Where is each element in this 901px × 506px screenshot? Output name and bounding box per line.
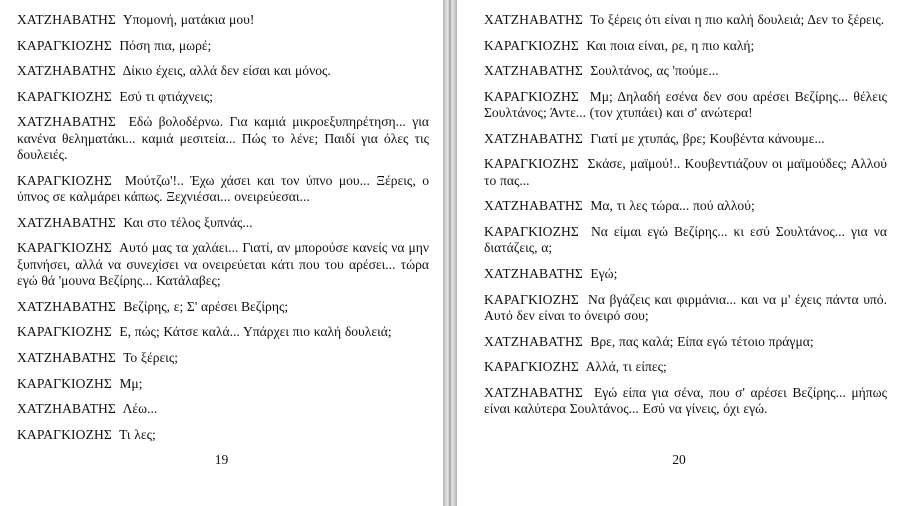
speaker-name: ΚΑΡΑΓΚΙΟΖΗΣ [17, 172, 112, 188]
dialogue-line [484, 224, 887, 257]
dialogue-line [484, 292, 887, 325]
dialogue-line [484, 198, 887, 214]
dialogue-line [17, 173, 429, 206]
dialogue-line [17, 376, 429, 392]
speaker-name: ΧΑΤΖΗΑΒΑΤΗΣ [17, 214, 116, 230]
speaker-name: ΚΑΡΑΓΚΙΟΖΗΣ [17, 88, 112, 104]
dialogue-line [17, 299, 429, 315]
speaker-name: ΚΑΡΑΓΚΙΟΖΗΣ [17, 324, 112, 340]
dialogue-line [484, 156, 887, 189]
dialogue-line [484, 131, 887, 147]
dialogue-line [484, 266, 887, 282]
speaker-name: ΧΑΤΖΗΑΒΑΤΗΣ [484, 198, 583, 214]
speech-text: Μούτζω'!.. Έχω χάσει και τον ύπνο μου... Ξέρεις, ο ύπνος σε καλμάρει κάπως. Ξεχνιέσαι... ονειρεύεσαι... [17, 172, 429, 205]
speech-text: Να είμαι εγώ Βεζίρης... κι εσύ Σουλτάνος... για να διατάζεις, α; [484, 223, 887, 256]
speech-text: Και στο τέλος ξυπνάς... [123, 214, 253, 230]
speaker-name: ΧΑΤΖΗΑΒΑΤΗΣ [17, 401, 116, 417]
speech-text: Εγώ είπα για σένα, που σ' αρέσει Βεζίρης... μήπως είναι καλύτερα Σουλτάνος... Εσύ να γίνεις, όχι εγώ. [484, 384, 887, 417]
speaker-name: ΚΑΡΑΓΚΙΟΖΗΣ [484, 156, 579, 172]
speaker-name: ΧΑΤΖΗΑΒΑΤΗΣ [484, 265, 583, 281]
speech-text: Και ποια είναι, ρε, η πιο καλή; [586, 37, 755, 53]
dialogue-list [17, 12, 429, 443]
speech-text: Να βγάζεις και φιρμάνια... και να μ' έχεις πάντα υπό. Αυτό δεν είναι το όνειρό σου; [484, 291, 887, 323]
dialogue-line [17, 12, 429, 28]
dialogue-line [484, 359, 887, 375]
speech-text: Αυτό μας τα χαλάει... Γιατί, αν μπορούσε κανείς να μην ξυπνήσει, αλλά να συνεχίσει να ονειρεύεται κάτι που του αρέσει... τώρα εγώ θά 'μουνα Βεζίρης... Κατάλαβες; [17, 240, 429, 289]
speech-text: Δίκιο έχεις, αλλά δεν είσαι και μόνος. [122, 63, 331, 79]
dialogue-line [17, 240, 429, 289]
speech-text: Εδώ βολοδέρνω. Για καμιά μικροεξυπηρέτηση... για κανένα θεληματάκι... καμιά μεσιτεία... Πώς το λένε; Παιδί για όλες τις δουλειές. [17, 114, 429, 163]
speech-text: Το ξέρεις; [123, 349, 179, 365]
speaker-name: ΚΑΡΑΓΚΙΟΖΗΣ [17, 375, 112, 391]
dialogue-line [484, 89, 887, 122]
speech-text: Ε, πώς; Κάτσε καλά... Υπάρχει πιο καλή δουλειά; [119, 324, 392, 340]
speaker-name: ΧΑΤΖΗΑΒΑΤΗΣ [484, 12, 583, 27]
speaker-name: ΧΑΤΖΗΑΒΑΤΗΣ [17, 298, 116, 314]
speaker-name: ΚΑΡΑΓΚΙΟΖΗΣ [17, 240, 112, 256]
speaker-name: ΚΑΡΑΓΚΙΟΖΗΣ [17, 426, 112, 442]
speech-text: Σκάσε, μαϊμού!.. Κουβεντιάζουν οι μαϊμούδες; Αλλού το πας... [484, 156, 887, 188]
speech-text: Εγώ; [590, 265, 618, 281]
speech-text: Βεζίρης, ε; Σ' αρέσει Βεζίρης; [123, 298, 289, 314]
speech-text: Γιατί με χτυπάς, βρε; Κουβέντα κάνουμε... [590, 130, 825, 146]
speaker-name: ΚΑΡΑΓΚΙΟΖΗΣ [17, 37, 112, 53]
speech-text: Πόση πια, μωρέ; [119, 37, 212, 53]
speaker-name: ΚΑΡΑΓΚΙΟΖΗΣ [484, 88, 579, 104]
speech-text: Μμ; Δηλαδή εσένα δεν σου αρέσει Βεζίρης... θέλεις Σουλτάνος; Άντε... (τον χτυπάει) και σ' ανώτερα! [484, 88, 887, 121]
dialogue-line [484, 63, 887, 79]
page-left [0, 0, 443, 506]
dialogue-list [484, 12, 887, 418]
speaker-name: ΧΑΤΖΗΑΒΑΤΗΣ [484, 384, 583, 400]
speech-text: Σουλτάνος, ας 'πούμε... [590, 63, 719, 79]
speaker-name: ΧΑΤΖΗΑΒΑΤΗΣ [17, 63, 116, 79]
dialogue-line [484, 38, 887, 54]
dialogue-line [17, 63, 429, 79]
speech-text: Μμ; [119, 375, 143, 391]
dialogue-line [484, 385, 887, 418]
speaker-name: ΚΑΡΑΓΚΙΟΖΗΣ [484, 359, 579, 375]
page-number: 20 [672, 452, 686, 467]
page-number: 19 [214, 452, 229, 467]
speaker-name: ΧΑΤΖΗΑΒΑΤΗΣ [484, 130, 583, 146]
dialogue-line [17, 401, 429, 417]
speaker-name: ΚΑΡΑΓΚΙΟΖΗΣ [484, 291, 579, 307]
speech-text: Βρε, πας καλά; Είπα εγώ τέτοιο πράγμα; [590, 333, 814, 349]
dialogue-line [17, 215, 429, 231]
dialogue-line [17, 38, 429, 54]
dialogue-line [17, 114, 429, 163]
speech-text: Λέω... [122, 401, 158, 417]
speaker-name: ΧΑΤΖΗΑΒΑΤΗΣ [17, 349, 116, 365]
speaker-name: ΧΑΤΖΗΑΒΑΤΗΣ [484, 333, 583, 349]
speech-text: Τι λες; [119, 426, 156, 442]
dialogue-line [17, 324, 429, 340]
speaker-name: ΧΑΤΖΗΑΒΑΤΗΣ [484, 63, 583, 79]
speaker-name: ΚΑΡΑΓΚΙΟΖΗΣ [484, 223, 579, 239]
speech-text: Μα, τι λες τώρα... πού αλλού; [590, 198, 755, 214]
dialogue-line [484, 12, 887, 28]
speech-text: Εσύ τι φτιάχνεις; [119, 88, 214, 104]
speech-text: Υπομονή, ματάκια μου! [122, 12, 255, 27]
page-right [457, 0, 901, 506]
speaker-name: ΧΑΤΖΗΑΒΑΤΗΣ [17, 114, 116, 130]
speaker-name: ΧΑΤΖΗΑΒΑΤΗΣ [17, 12, 116, 27]
dialogue-line [17, 89, 429, 105]
page-gutter [443, 0, 457, 506]
dialogue-line [17, 427, 429, 443]
speaker-name: ΚΑΡΑΓΚΙΟΖΗΣ [484, 37, 579, 53]
speech-text: Το ξέρεις ότι είναι η πιο καλή δουλειά; Δεν το ξέρεις. [590, 12, 885, 27]
dialogue-line [484, 334, 887, 350]
dialogue-line [17, 350, 429, 366]
speech-text: Αλλά, τι είπες; [585, 359, 667, 375]
